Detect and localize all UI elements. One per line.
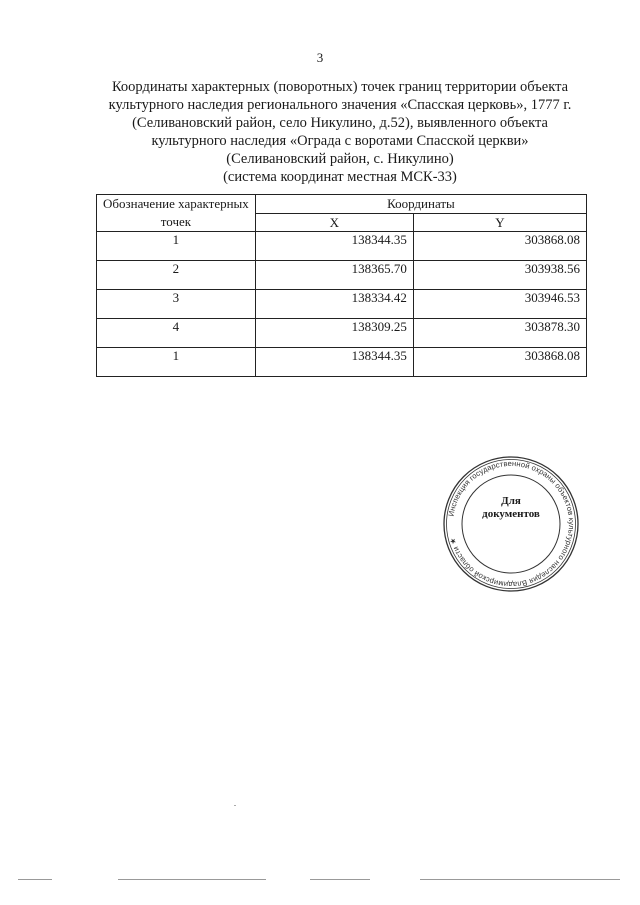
scan-edge-line — [420, 879, 620, 880]
stamp-ring-text: Инспекция государственной охраны объектов культурного наследия Владимирской области ★ — [446, 458, 577, 590]
header-x: X — [255, 214, 413, 232]
table-row — [97, 232, 587, 261]
stamp-seal-graphic — [442, 455, 580, 593]
header-coordinates: Координаты — [255, 195, 586, 214]
title-line: культурного наследия «Ограда с воротами Спасской церкви» — [151, 133, 529, 149]
page-number: 3 — [316, 50, 324, 65]
title-line: (Селивановский район, село Никулино, д.52), выявленного объекта — [132, 115, 548, 131]
table-row — [97, 290, 587, 319]
cell-point: 2 — [97, 261, 256, 290]
scan-edge-line — [118, 879, 266, 880]
coordinates-table — [96, 194, 587, 377]
cell-point: 4 — [97, 319, 256, 348]
title-line: (система координат местная МСК-33) — [223, 169, 457, 185]
svg-text:Инспекция государственной охра — [446, 459, 576, 589]
cell-x: 138309.25 — [255, 319, 413, 348]
table-row — [97, 261, 587, 290]
cell-y: 303938.56 — [413, 261, 586, 290]
title-line: Координаты характерных (поворотных) точек границ территории объекта — [111, 79, 569, 95]
cell-y: 303868.08 — [413, 232, 586, 261]
document-title — [90, 78, 590, 186]
cell-x: 138344.35 — [255, 232, 413, 261]
cell-y: 303946.53 — [413, 290, 586, 319]
header-y: Y — [413, 214, 586, 232]
stamp-center-line: документов — [482, 508, 540, 520]
header-point-designation — [97, 195, 256, 232]
stamp-center-text — [442, 495, 580, 521]
cell-x: 138344.35 — [255, 348, 413, 377]
scan-edge-line — [18, 879, 52, 880]
table-row — [97, 319, 587, 348]
cell-point: 1 — [97, 232, 256, 261]
scan-speck — [234, 805, 236, 806]
cell-y: 303878.30 — [413, 319, 586, 348]
cell-x: 138334.42 — [255, 290, 413, 319]
header-point-label: Обозначение характерных точек — [103, 196, 249, 229]
cell-x: 138365.70 — [255, 261, 413, 290]
title-line: культурного наследия регионального значения «Спасская церковь», 1777 г. — [108, 97, 572, 113]
cell-y: 303868.08 — [413, 348, 586, 377]
cell-point: 3 — [97, 290, 256, 319]
cell-point: 1 — [97, 348, 256, 377]
official-stamp — [442, 455, 580, 593]
scan-edge-line — [310, 879, 370, 880]
title-line: (Селивановский район, с. Никулино) — [226, 151, 454, 167]
table-row — [97, 348, 587, 377]
stamp-center-line: Для — [501, 495, 521, 507]
